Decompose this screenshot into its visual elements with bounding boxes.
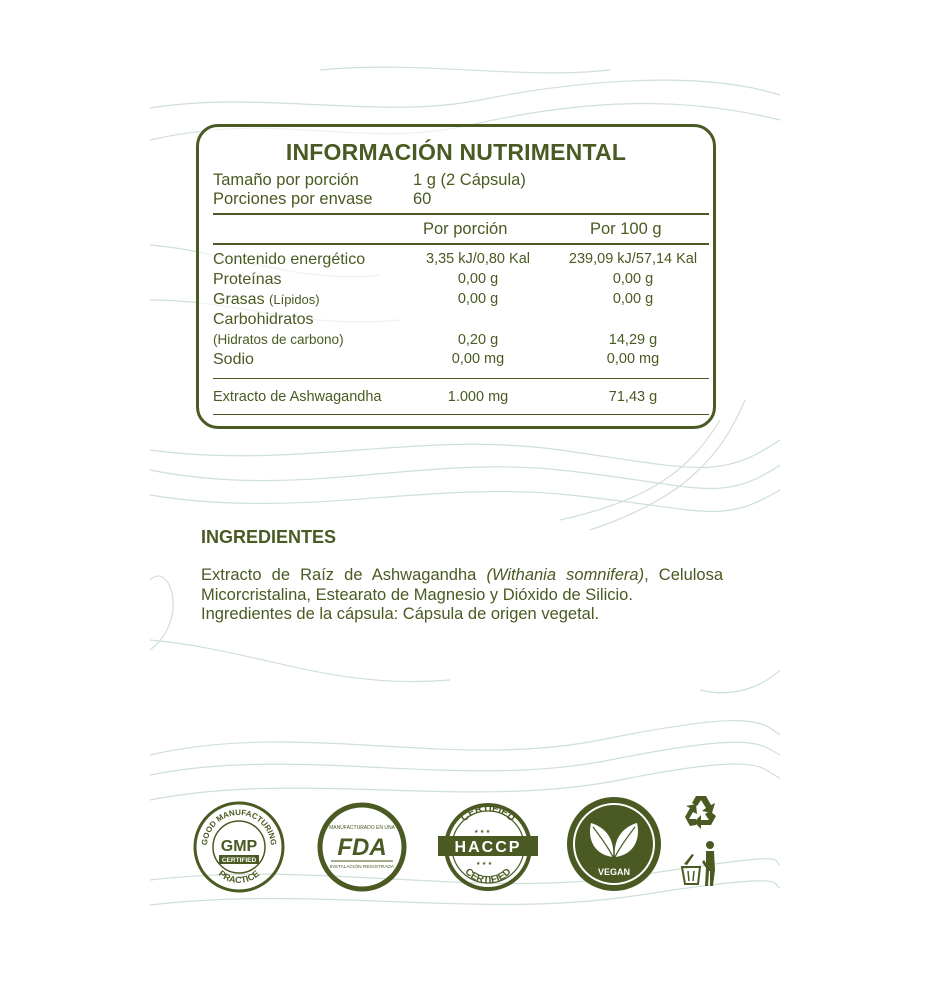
nutrient-per-100g: 0,00 mg xyxy=(606,351,660,367)
divider xyxy=(213,414,709,415)
serving-size-row xyxy=(213,171,526,189)
fda-bottom-text: INSTALACIÓN REGISTRADA xyxy=(329,865,395,870)
vegan-badge xyxy=(565,795,663,893)
servings-label: Porciones por envase xyxy=(213,190,373,208)
nutrient-row xyxy=(199,351,713,371)
extract-label: Extracto de Ashwagandha xyxy=(213,389,382,405)
ingredients-text xyxy=(201,566,723,625)
nutrient-row xyxy=(199,251,713,271)
ingredients-list: Extracto de Raíz de Ashwagandha (Withania somnifera), Celulosa Micorcristalina, Estearato de Magnesio y Dióxido de Silicio. xyxy=(201,566,724,604)
nutrition-title: INFORMACIÓN NUTRIMENTAL xyxy=(285,139,627,165)
nutrient-row xyxy=(199,311,713,331)
nutrient-row xyxy=(199,291,713,311)
nutrient-per-serving: 0,20 g xyxy=(457,332,499,348)
extract-row xyxy=(199,389,713,409)
svg-text:CERTIFIED xyxy=(459,803,517,824)
svg-text:★ ★ ★: ★ ★ ★ xyxy=(474,829,491,835)
nutrient-per-100g: 0,00 g xyxy=(612,271,654,287)
haccp-top-text: CERTIFIED xyxy=(459,802,517,824)
nutrient-per-serving: 0,00 g xyxy=(457,271,499,287)
nutrient-row xyxy=(199,332,713,352)
fda-badge xyxy=(313,801,411,893)
nutrient-per-100g: 239,09 kJ/57,14 Kal xyxy=(568,251,698,267)
nutrient-label-note: (Lípidos) xyxy=(269,292,320,307)
extract-per-100g: 71,43 g xyxy=(608,389,658,405)
nutrient-label: (Hidratos de carbono) xyxy=(213,332,344,347)
haccp-badge xyxy=(436,797,540,893)
column-header-per-serving: Por porción xyxy=(423,220,508,238)
svg-text:★ ★ ★: ★ ★ ★ xyxy=(476,861,493,867)
column-header-per-100g: Por 100 g xyxy=(590,220,662,238)
nutrient-label: Proteínas xyxy=(213,271,282,288)
gmp-sub-text: CERTIFIED xyxy=(221,857,257,864)
ingredients-title: INGREDIENTES xyxy=(201,527,337,547)
nutrient-row xyxy=(199,271,713,291)
nutrient-label: Sodio xyxy=(213,351,254,368)
nutrient-per-100g: 0,00 g xyxy=(612,291,654,307)
nutrient-label: Carbohidratos xyxy=(213,311,314,328)
extract-per-serving: 1.000 mg xyxy=(447,389,509,405)
nutrient-per-serving: 3,35 kJ/0,80 Kal xyxy=(426,251,530,267)
gmp-badge xyxy=(193,801,285,893)
gmp-top-text: GOOD MANUFACTURING xyxy=(199,807,279,846)
servings-row xyxy=(213,190,432,208)
fda-main-text: FDA xyxy=(337,834,387,861)
divider xyxy=(213,378,709,379)
nutrient-label: Grasas (Lípidos) xyxy=(213,291,320,308)
nutrient-per-serving: 0,00 g xyxy=(457,291,499,307)
serving-size-label: Tamaño por porción xyxy=(213,171,359,189)
servings-value: 60 xyxy=(413,190,432,208)
svg-text:PRACTICE xyxy=(217,868,261,885)
divider xyxy=(213,243,709,245)
dispose-properly-icon xyxy=(680,840,724,888)
vegan-text: VEGAN xyxy=(597,867,631,877)
haccp-bottom-text: CERTIFIED xyxy=(462,866,514,887)
gmp-bottom-text: PRACTICE xyxy=(216,868,262,886)
nutrient-per-100g: 14,29 g xyxy=(608,332,658,348)
fda-top-text: MANUFACTURADO EN UNA xyxy=(329,825,395,831)
serving-size-value: 1 g (2 Cápsula) xyxy=(413,171,526,189)
scientific-name: (Withania somnifera) xyxy=(486,566,645,584)
nutrition-facts-panel xyxy=(196,124,716,429)
recycle-icon xyxy=(680,792,722,834)
gmp-main-text: GMP xyxy=(220,838,258,855)
nutrient-label: Contenido energético xyxy=(213,251,366,268)
haccp-main-text: HACCP xyxy=(454,839,522,856)
nutrient-per-serving: 0,00 mg xyxy=(451,351,505,367)
capsule-ingredients: Ingredientes de la cápsula: Cápsula de origen vegetal. xyxy=(201,605,600,623)
divider xyxy=(213,213,709,215)
